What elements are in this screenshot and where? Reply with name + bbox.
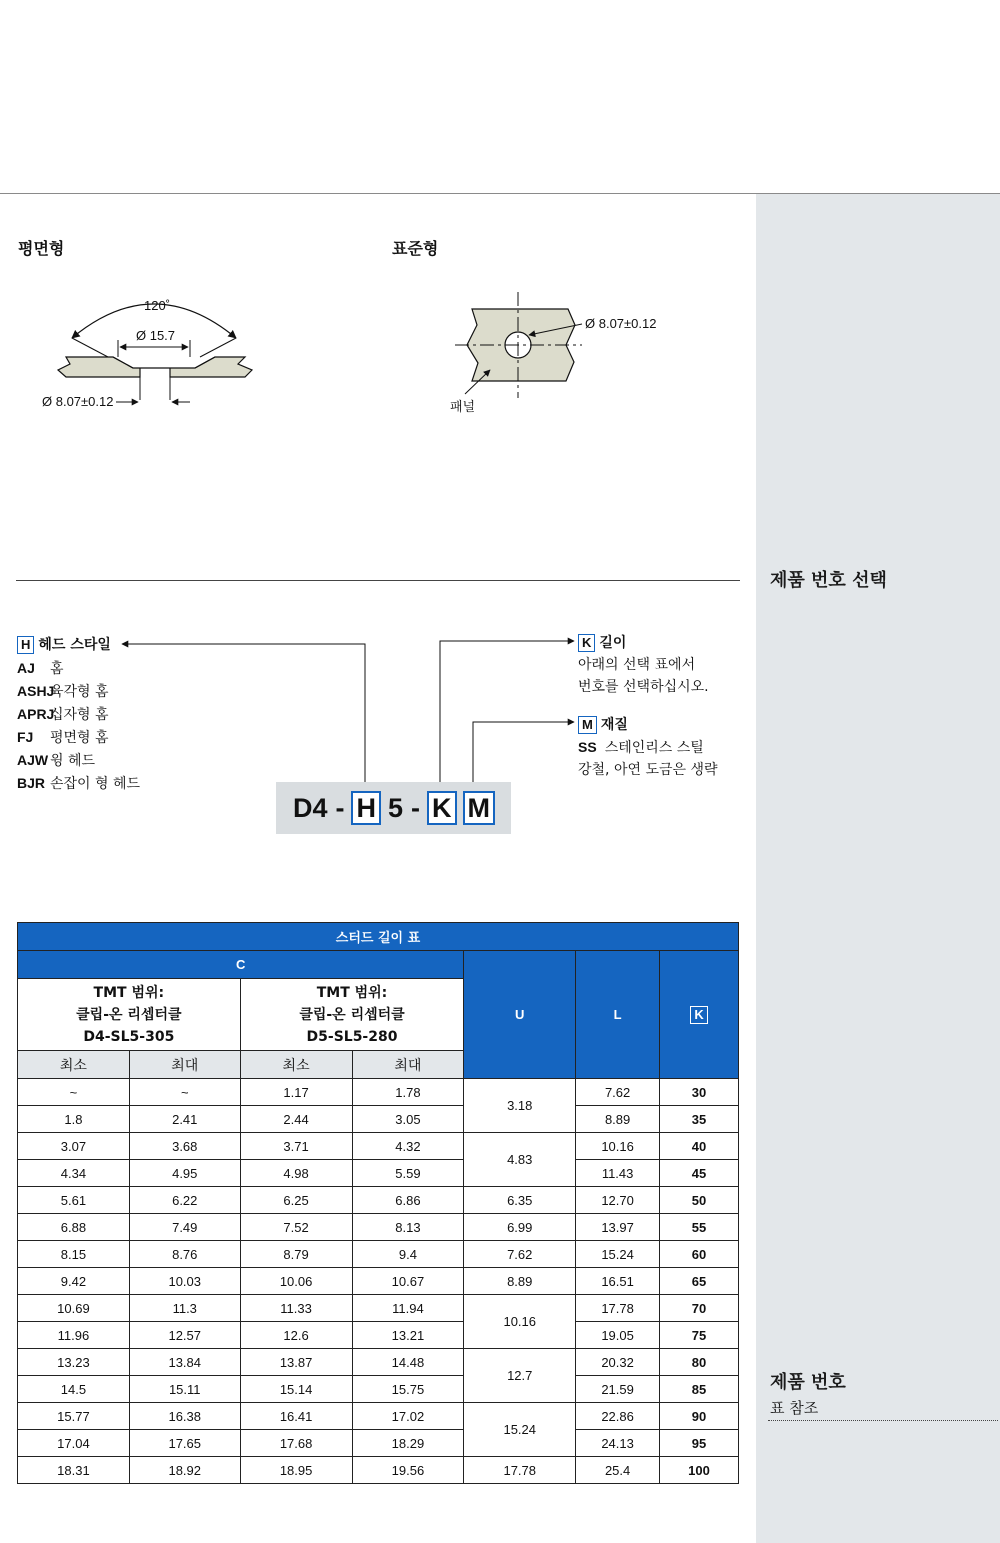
l-header: L [576, 951, 660, 1079]
list-item: FJ 평면형 홈 [17, 729, 109, 746]
table-row: ~ ~ 1.17 1.78 3.18 7.62 30 [18, 1079, 739, 1106]
part-number-example: D4 - H 5 - K M [276, 782, 511, 834]
part-number-k-box: K [427, 791, 457, 825]
list-item: BJR 손잡이 형 헤드 [17, 775, 141, 792]
list-item: AJ 홈 [17, 660, 64, 677]
part-number-h-box: H [351, 791, 381, 825]
table-row: 9.42 10.03 10.06 10.67 8.89 16.51 65 [18, 1268, 739, 1295]
table-row: 1.8 2.41 2.44 3.05 8.89 35 [18, 1106, 739, 1133]
length-heading [578, 632, 626, 652]
k-header: K [660, 951, 739, 1079]
head-style-heading [17, 634, 111, 654]
head-style-options [17, 657, 140, 795]
standard-hole-dia-label: Ø 8.07±0.12 [585, 316, 657, 331]
flat-type-title: 평면형 [18, 239, 65, 258]
table-row: 6.88 7.49 7.52 8.13 6.99 13.97 55 [18, 1214, 739, 1241]
max-header: 최대 [352, 1051, 464, 1079]
part-number-m-box: M [463, 791, 496, 825]
material-key: M [578, 716, 597, 734]
min-header: 최소 [240, 1051, 352, 1079]
group-d4-header: TMT 범위: 클립-온 리셉터클 D4-SL5-305 [18, 979, 241, 1051]
head-style-key: H [17, 636, 34, 654]
table-row: 18.31 18.92 18.95 19.56 17.78 25.4 100 [18, 1457, 739, 1484]
product-number-title: 제품 번호 [770, 1372, 846, 1393]
material-heading [578, 714, 628, 734]
table-row: 17.04 17.65 17.68 18.29 24.13 95 [18, 1430, 739, 1457]
table-row: 8.15 8.76 8.79 9.4 7.62 15.24 60 [18, 1241, 739, 1268]
min-header: 최소 [18, 1051, 130, 1079]
length-description: 아래의 선택 표에서 번호를 선택하십시오. [578, 657, 709, 695]
length-key: K [578, 634, 595, 652]
u-header: U [464, 951, 576, 1079]
head-style-title: 헤드 스타일 [38, 637, 111, 653]
flat-hole-dia-label: Ø 8.07±0.12 [42, 394, 114, 409]
table-row: 10.69 11.3 11.33 11.94 10.16 17.78 70 [18, 1295, 739, 1322]
see-table-text: 표 참조 [770, 1399, 819, 1417]
list-item: AJW 윙 헤드 [17, 752, 96, 769]
list-item: ASHJ육각형 홈 [17, 683, 109, 700]
list-item: APRJ십자형 홈 [17, 706, 109, 723]
flat-head-dia-label: Ø 15.7 [136, 328, 176, 343]
sidebar-panel [756, 194, 1000, 1543]
material-title: 재질 [600, 717, 628, 733]
table-title: 스터드 길이 표 [18, 923, 739, 951]
table-row: 14.5 15.11 15.14 15.75 21.59 85 [18, 1376, 739, 1403]
dotted-rule [768, 1420, 998, 1421]
table-row: 5.61 6.22 6.25 6.86 6.35 12.70 50 [18, 1187, 739, 1214]
table-row: 3.07 3.68 3.71 4.32 4.83 10.16 40 [18, 1133, 739, 1160]
standard-type-title: 표준형 [392, 239, 439, 258]
product-select-title: 제품 번호 선택 [770, 570, 887, 591]
table-row: 4.34 4.95 4.98 5.59 11.43 45 [18, 1160, 739, 1187]
length-title: 길이 [599, 635, 627, 651]
c-header: C [18, 951, 464, 979]
group-d5-header: TMT 범위: 클립-온 리셉터클 D5-SL5-280 [240, 979, 464, 1051]
panel-label: 패널 [450, 400, 476, 415]
table-row: 15.77 16.38 16.41 17.02 15.24 22.86 90 [18, 1403, 739, 1430]
stud-length-table [17, 922, 739, 1484]
max-header: 최대 [129, 1051, 240, 1079]
table-row: 11.96 12.57 12.6 13.21 19.05 75 [18, 1322, 739, 1349]
material-description: SS 스테인리스 스틸 강철, 아연 도금은 생략 [578, 739, 718, 778]
table-row: 13.23 13.84 13.87 14.48 12.7 20.32 80 [18, 1349, 739, 1376]
flat-angle-label: 120˚ [144, 298, 171, 313]
